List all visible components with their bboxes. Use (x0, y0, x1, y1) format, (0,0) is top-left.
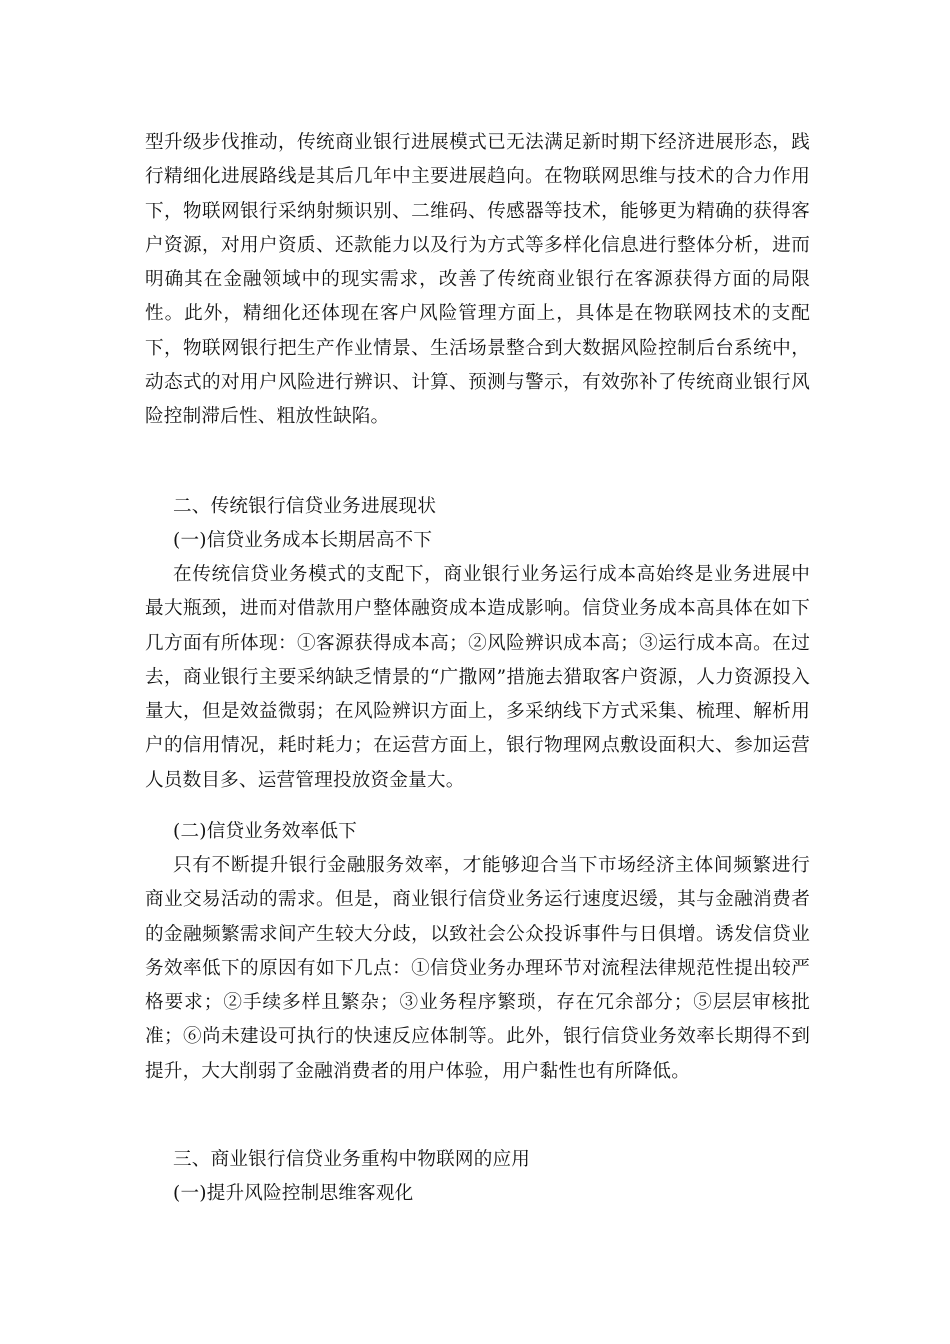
section-heading-3: 三、商业银行信贷业务重构中物联网的应用 (173, 1149, 531, 1170)
body-paragraph-2: 在传统信贷业务模式的支配下，商业银行业务运行成本高始终是业务进展中最大瓶颈，进而对借款用户整体融资成本造成影响。信贷业务成本高具体在如下几方面有所体现：①客源获得成本高；②风险辨识成本高；③运行成本高。在过去，商业银行主要采纳缺乏情景的“广撒网”措施去猎取客户资源，人力资源投入量大，但是效益微弱；在风险辨识方面上，多采纳线下方式采集、梳理、解析用户的信用情况，耗时耗力；在运营方面上，银行物理网点敷设面积大、参加运营人员数目多、运营管理投放资金量大。 (145, 564, 810, 791)
body-paragraph-1: 型升级步伐推动，传统商业银行进展模式已无法满足新时期下经济进展形态，践行精细化进展路线是其后几年中主要进展趋向。在物联网思维与技术的合力作用下，物联网银行采纳射频识别、二维码、传感器等技术，能够更为精确的获得客户资源，对用户资质、还款能力以及行为方式等多样化信息进行整体分析，进而明确其在金融领域中的现实需求，改善了传统商业银行在客源获得方面的局限性。此外，精细化还体现在客户风险管理方面上，具体是在物联网技术的支配下，物联网银行把生产作业情景、生活场景整合到大数据风险控制后台系统中，动态式的对用户风险进行辨识、计算、预测与警示，有效弥补了传统商业银行风险控制滞后性、粗放性缺陷。 (145, 132, 810, 428)
section-heading-2: 二、传统银行信贷业务进展现状 (173, 496, 437, 517)
subsection-heading-3-1: (一)提升风险控制思维客观化 (173, 1183, 414, 1204)
subsection-heading-2-1: (一)信贷业务成本长期居高不下 (173, 530, 433, 551)
body-paragraph-3: 只有不断提升银行金融服务效率，才能够迎合当下市场经济主体间频繁进行商业交易活动的需求。但是，商业银行信贷业务运行速度迟缓，其与金融消费者的金融频繁需求间产生较大分歧，以致社会公众投诉事件与日俱增。诱发信贷业务效率低下的原因有如下几点：①信贷业务办理环节对流程法律规范性提出较严格要求；②手续多样且繁杂；③业务程序繁琐，存在冗余部分；⑤层层审核批准；⑥尚未建设可执行的快速反应体制等。此外，银行信贷业务效率长期得不到提升，大大削弱了金融消费者的用户体验，用户黏性也有所降低。 (145, 855, 810, 1082)
subsection-heading-2-2: (二)信贷业务效率低下 (173, 821, 358, 842)
